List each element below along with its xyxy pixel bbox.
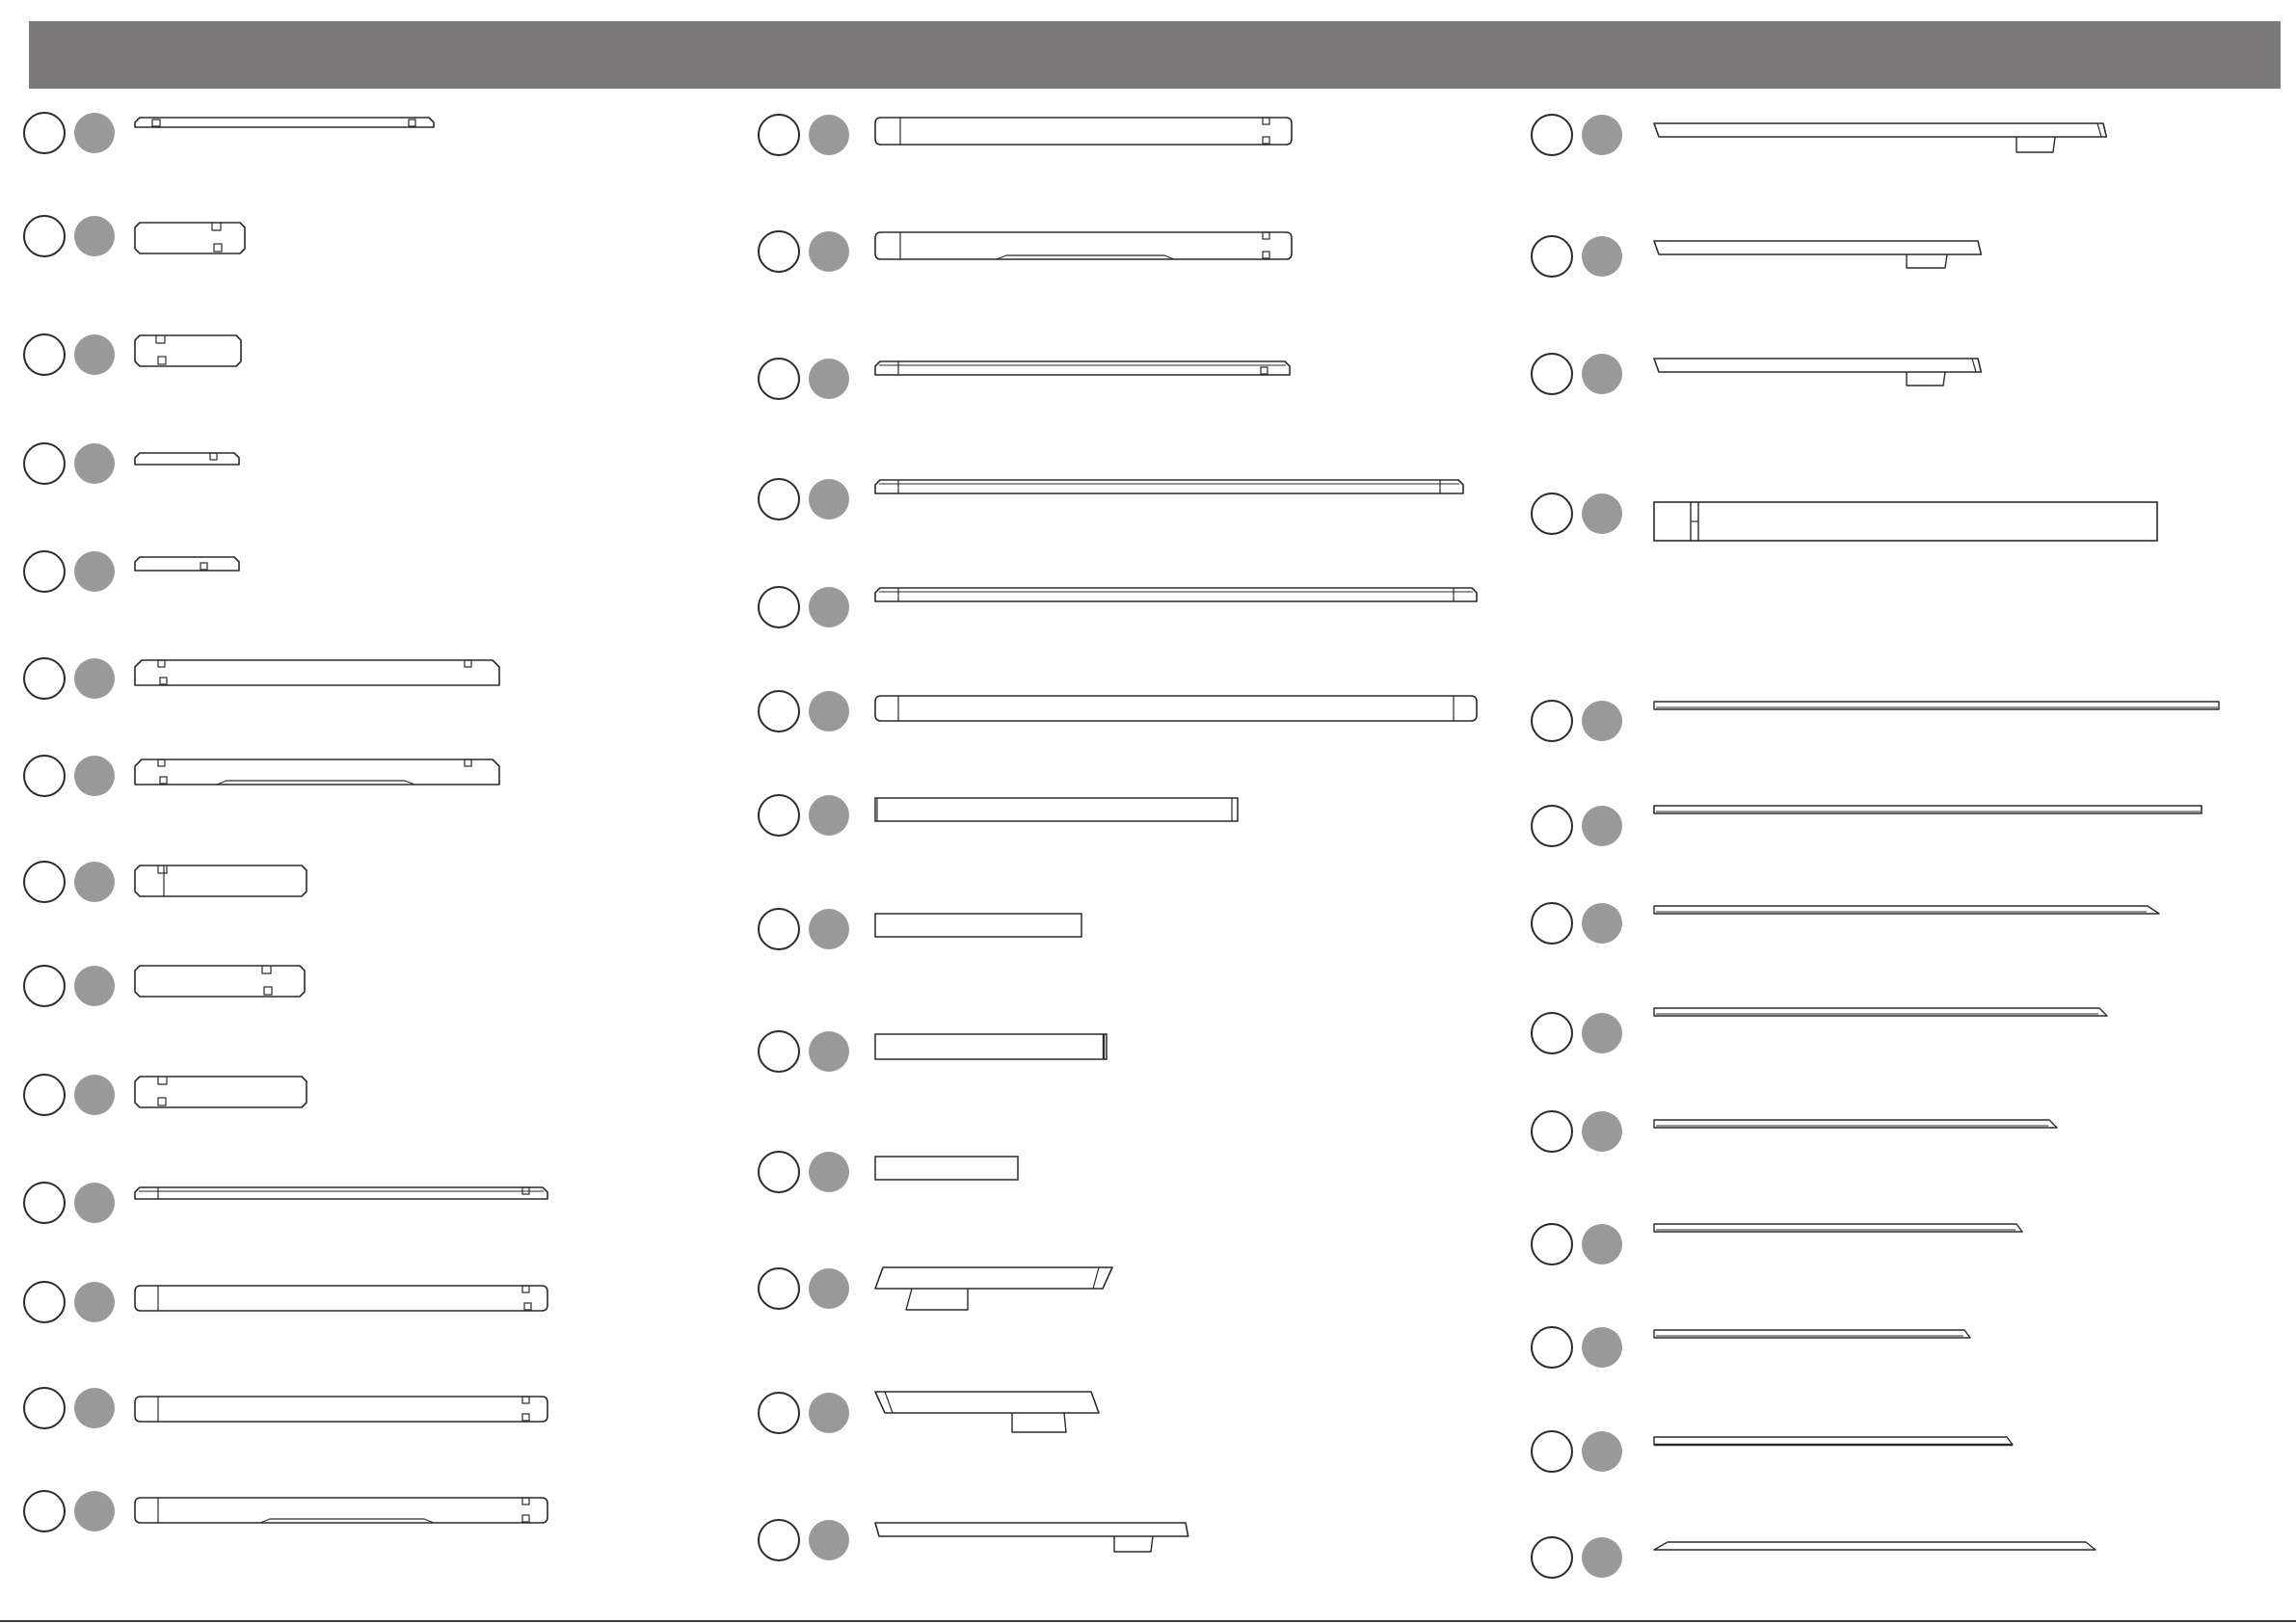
- part-number-bubble: [1532, 903, 1572, 944]
- part-row-side-rail-recessed: [759, 231, 1292, 272]
- part-end-cap: [885, 1392, 893, 1413]
- part-drawing: [1654, 906, 2159, 914]
- part-drawing: [875, 914, 1081, 937]
- part-number-bubble: [1532, 493, 1572, 534]
- part-drawing: [875, 696, 1477, 721]
- part-leg: [2016, 137, 2055, 152]
- part-quantity-bubble: [1582, 1224, 1622, 1265]
- part-outline: [135, 660, 499, 685]
- part-quantity-bubble: [1582, 115, 1622, 155]
- part-number-bubble: [24, 216, 65, 256]
- part-quantity-bubble: [1582, 1111, 1622, 1152]
- part-number-bubble: [759, 1393, 799, 1433]
- part-drawing: [1654, 359, 1981, 386]
- part-row-bracket-leg-right-bevel: [759, 1267, 1112, 1310]
- part-quantity-bubble: [74, 658, 115, 699]
- part-outline: [1654, 123, 2106, 137]
- part-row-slat-7: [1532, 1327, 1970, 1368]
- part-row-tapered-slat: [1532, 1537, 2096, 1578]
- part-notch: [158, 1098, 166, 1105]
- part-end-cap: [1093, 1267, 1099, 1289]
- part-quantity-bubble: [74, 1183, 115, 1223]
- part-drawing: [875, 1034, 1107, 1059]
- part-outline: [875, 798, 1238, 821]
- part-quantity-bubble: [809, 359, 849, 399]
- part-row-extra-long-thin-rail: [759, 479, 1463, 519]
- part-quantity-bubble: [74, 1388, 115, 1428]
- part-number-bubble: [1532, 115, 1572, 155]
- part-row-long-rail-double-notch: [24, 658, 499, 699]
- part-outline: [875, 1157, 1018, 1180]
- part-number-bubble: [24, 1183, 65, 1223]
- part-number-bubble: [1532, 354, 1572, 394]
- part-drawing: [875, 1157, 1018, 1180]
- part-notch: [160, 678, 167, 684]
- part-row-long-rail-rounded-slot: [24, 1388, 547, 1428]
- part-outline: [1654, 1542, 2096, 1550]
- part-number-bubble: [24, 443, 65, 484]
- part-drawing: [135, 660, 499, 685]
- part-leg: [1907, 254, 1947, 268]
- part-outline: [135, 1397, 547, 1422]
- part-row-slat-6: [1532, 1224, 2022, 1265]
- part-notch: [158, 865, 167, 873]
- parts-column-middle: [759, 115, 1477, 1560]
- part-outline: [135, 453, 239, 465]
- part-row-long-slim-rail: [24, 1183, 547, 1223]
- part-row-large-panel-divided: [1532, 493, 2157, 541]
- part-quantity-bubble: [1582, 236, 1622, 277]
- part-outline: [1654, 1120, 2057, 1128]
- part-number-bubble: [1532, 1224, 1572, 1265]
- part-notch: [158, 660, 165, 667]
- part-row-medium-block-left-slot: [24, 1075, 307, 1115]
- part-drawing: [875, 361, 1290, 375]
- part-notch: [522, 1414, 529, 1421]
- part-quantity-bubble: [809, 587, 849, 627]
- part-row-slat-3: [1532, 903, 2159, 944]
- part-number-bubble: [759, 691, 799, 732]
- part-quantity-bubble: [74, 1282, 115, 1322]
- part-drawing: [135, 453, 239, 465]
- part-notch: [1263, 118, 1269, 124]
- part-quantity-bubble: [809, 795, 849, 836]
- part-number-bubble: [24, 334, 65, 375]
- part-row-short-block-notched: [24, 216, 245, 256]
- part-drawing: [135, 865, 307, 896]
- part-row-short-panel-strip-edge: [759, 1031, 1107, 1072]
- part-number-bubble: [24, 113, 65, 153]
- part-quantity-bubble: [74, 443, 115, 484]
- part-notch: [200, 563, 207, 570]
- part-quantity-bubble: [74, 334, 115, 375]
- part-drawing: [135, 1397, 547, 1422]
- parts-column-right: [1532, 115, 2219, 1578]
- part-number-bubble: [24, 1075, 65, 1115]
- part-quantity-bubble: [1582, 493, 1622, 534]
- part-outline: [1654, 702, 2219, 709]
- part-notch: [212, 223, 221, 230]
- part-outline: [875, 1034, 1107, 1059]
- part-drawing: [1654, 1437, 2013, 1445]
- part-drawing: [1654, 1120, 2057, 1128]
- part-quantity-bubble: [1582, 1327, 1622, 1368]
- part-drawing: [135, 1187, 547, 1199]
- part-quantity-bubble: [1582, 806, 1622, 846]
- part-drawing: [135, 1498, 547, 1523]
- part-drawing: [135, 1077, 307, 1107]
- part-quantity-bubble: [74, 551, 115, 592]
- part-notch: [465, 759, 471, 766]
- part-row-short-strip-slot: [24, 551, 239, 592]
- part-quantity-bubble: [74, 862, 115, 902]
- part-outline: [135, 557, 239, 571]
- part-outline: [1654, 359, 1981, 372]
- part-notch: [158, 759, 165, 766]
- part-number-bubble: [1532, 1327, 1572, 1368]
- part-row-slat-1: [1532, 701, 2219, 741]
- part-outline: [135, 335, 241, 366]
- part-number-bubble: [1532, 806, 1572, 846]
- part-drawing: [135, 557, 239, 571]
- part-number-bubble: [1532, 1111, 1572, 1152]
- part-number-bubble: [24, 1491, 65, 1531]
- part-drawing: [1654, 1330, 1970, 1338]
- part-outline: [1654, 806, 2202, 813]
- part-number-bubble: [1532, 1537, 1572, 1578]
- part-quantity-bubble: [1582, 1431, 1622, 1472]
- part-outline: [875, 914, 1081, 937]
- part-drawing: [135, 759, 499, 785]
- part-number-bubble: [24, 1388, 65, 1428]
- part-number-bubble: [24, 862, 65, 902]
- part-number-bubble: [1532, 1013, 1572, 1053]
- part-number-bubble: [24, 756, 65, 796]
- part-drawing: [1654, 702, 2219, 709]
- part-number-bubble: [759, 1031, 799, 1072]
- part-row-extra-long-rail-rounded: [759, 691, 1477, 732]
- part-notch: [158, 1077, 167, 1084]
- part-outline: [875, 1392, 1099, 1413]
- part-quantity-bubble: [1582, 701, 1622, 741]
- part-notch: [522, 1286, 529, 1292]
- part-number-bubble: [759, 1268, 799, 1309]
- part-quantity-bubble: [809, 115, 849, 155]
- part-quantity-bubble: [1582, 1537, 1622, 1578]
- part-drawing: [1654, 502, 2157, 541]
- part-row-long-rail-rounded: [24, 1282, 547, 1322]
- parts-column-left: [24, 113, 547, 1531]
- part-drawing: [1654, 1542, 2096, 1550]
- part-notch: [158, 357, 166, 364]
- part-row-slat-4: [1532, 1008, 2107, 1053]
- part-drawing: [1654, 241, 1981, 268]
- part-leg: [1012, 1413, 1066, 1432]
- part-drawing: [1654, 1224, 2022, 1232]
- part-row-long-bracket-leg: [759, 1520, 1188, 1560]
- part-leg: [1907, 372, 1945, 386]
- part-notch: [214, 244, 222, 252]
- part-drawing: [135, 1286, 547, 1311]
- part-number-bubble: [24, 1282, 65, 1322]
- part-outline: [1654, 502, 2157, 541]
- part-number-bubble: [759, 1152, 799, 1192]
- part-notch: [522, 1498, 529, 1504]
- part-number-bubble: [24, 658, 65, 699]
- part-leg: [906, 1289, 968, 1310]
- part-outline: [135, 1077, 307, 1107]
- part-quantity-bubble: [809, 1268, 849, 1309]
- part-number-bubble: [24, 551, 65, 592]
- part-row-short-block-left-notch: [24, 334, 241, 375]
- part-notch: [210, 453, 217, 460]
- part-row-long-rail-rounded-recessed: [24, 1491, 547, 1531]
- part-drawing: [1654, 123, 2106, 152]
- part-quantity-bubble: [74, 1491, 115, 1531]
- part-drawing: [875, 798, 1238, 821]
- part-quantity-bubble: [74, 966, 115, 1006]
- part-number-bubble: [1532, 236, 1572, 277]
- part-quantity-bubble: [809, 1152, 849, 1192]
- part-number-bubble: [24, 966, 65, 1006]
- part-drawing: [875, 1392, 1099, 1432]
- part-drawing: [135, 335, 241, 366]
- part-number-bubble: [759, 587, 799, 627]
- part-notch: [409, 120, 415, 126]
- part-outline: [1654, 241, 1981, 254]
- part-drawing: [875, 232, 1292, 259]
- part-quantity-bubble: [1582, 903, 1622, 944]
- part-notch: [1261, 367, 1268, 374]
- part-quantity-bubble: [74, 1075, 115, 1115]
- part-outline: [875, 696, 1477, 721]
- part-outline: [875, 1267, 1112, 1289]
- part-row-short-strip-notched: [24, 443, 239, 484]
- part-outline: [135, 1187, 547, 1199]
- part-outline: [875, 480, 1463, 493]
- part-quantity-bubble: [809, 909, 849, 949]
- part-outline: [1654, 1330, 1970, 1338]
- part-end-cap: [2097, 123, 2101, 137]
- part-quantity-bubble: [809, 231, 849, 272]
- part-outline: [1654, 1224, 2022, 1232]
- part-quantity-bubble: [809, 1393, 849, 1433]
- part-number-bubble: [759, 1520, 799, 1560]
- part-row-small-panel-strip: [759, 1152, 1018, 1192]
- part-outline: [1654, 1008, 2107, 1016]
- part-row-short-panel-strip: [759, 909, 1081, 949]
- part-row-slat-5: [1532, 1111, 2057, 1152]
- part-leg: [1114, 1536, 1153, 1552]
- part-drawing: [135, 966, 305, 997]
- part-row-panel-strip-edge: [759, 795, 1238, 836]
- part-row-medium-bracket-rail: [1532, 236, 1981, 277]
- part-notch: [524, 1303, 531, 1310]
- part-row-extra-long-thin-rail-caps: [759, 587, 1477, 627]
- part-notch: [1263, 137, 1269, 144]
- part-row-medium-bracket-rail-bevel: [1532, 354, 1981, 394]
- part-notch: [465, 660, 471, 667]
- part-number-bubble: [759, 231, 799, 272]
- part-number-bubble: [1532, 701, 1572, 741]
- part-notch: [160, 777, 167, 784]
- part-number-bubble: [759, 795, 799, 836]
- part-quantity-bubble: [809, 479, 849, 519]
- part-row-medium-block-left-notch: [24, 862, 307, 902]
- part-outline: [135, 223, 245, 253]
- part-number-bubble: [759, 479, 799, 519]
- part-quantity-bubble: [74, 113, 115, 153]
- part-number-bubble: [759, 115, 799, 155]
- part-notch: [1263, 232, 1269, 239]
- part-outline: [875, 118, 1292, 145]
- part-notch: [264, 987, 272, 995]
- part-notch: [522, 1397, 529, 1403]
- part-quantity-bubble: [1582, 1013, 1622, 1053]
- part-quantity-bubble: [74, 216, 115, 256]
- part-drawing: [875, 1523, 1188, 1552]
- part-drawing: [875, 588, 1477, 601]
- part-drawing: [875, 118, 1292, 145]
- part-row-long-rail-recessed: [24, 756, 499, 796]
- part-quantity-bubble: [809, 1031, 849, 1072]
- part-drawing: [135, 118, 434, 127]
- part-notch: [262, 966, 271, 973]
- part-row-medium-block-right-notch: [24, 966, 305, 1006]
- part-end-cap: [1972, 359, 1976, 372]
- part-outline: [135, 118, 434, 127]
- part-row-slat-8-thick: [1532, 1431, 2013, 1472]
- part-outline: [875, 588, 1477, 601]
- part-quantity-bubble: [1582, 354, 1622, 394]
- part-row-side-rail-thin: [759, 359, 1290, 399]
- part-notch: [152, 120, 160, 126]
- part-drawing: [1654, 1008, 2107, 1016]
- part-row-side-rail: [759, 115, 1292, 155]
- part-row-slat-2: [1532, 806, 2202, 846]
- part-number-bubble: [759, 359, 799, 399]
- part-outline: [1654, 906, 2159, 914]
- part-row-long-bracket-rail: [1532, 115, 2106, 155]
- part-number-bubble: [1532, 1431, 1572, 1472]
- part-drawing: [1654, 806, 2202, 813]
- part-outline: [135, 966, 305, 997]
- part-notch: [1263, 252, 1269, 258]
- part-outline: [135, 865, 307, 896]
- part-quantity-bubble: [74, 756, 115, 796]
- part-number-bubble: [759, 909, 799, 949]
- part-row-rail-end-slot: [24, 113, 434, 153]
- part-outline: [135, 1286, 547, 1311]
- part-drawing: [135, 223, 245, 253]
- part-notch: [522, 1515, 529, 1522]
- part-notch: [156, 335, 165, 343]
- part-drawing: [875, 1267, 1112, 1310]
- part-quantity-bubble: [809, 691, 849, 732]
- part-row-bracket-leg-left-bevel: [759, 1392, 1099, 1433]
- part-drawing: [875, 480, 1463, 493]
- part-outline: [875, 361, 1290, 375]
- part-outline: [875, 1523, 1188, 1536]
- part-quantity-bubble: [809, 1520, 849, 1560]
- bottom-rule: [0, 1620, 2296, 1622]
